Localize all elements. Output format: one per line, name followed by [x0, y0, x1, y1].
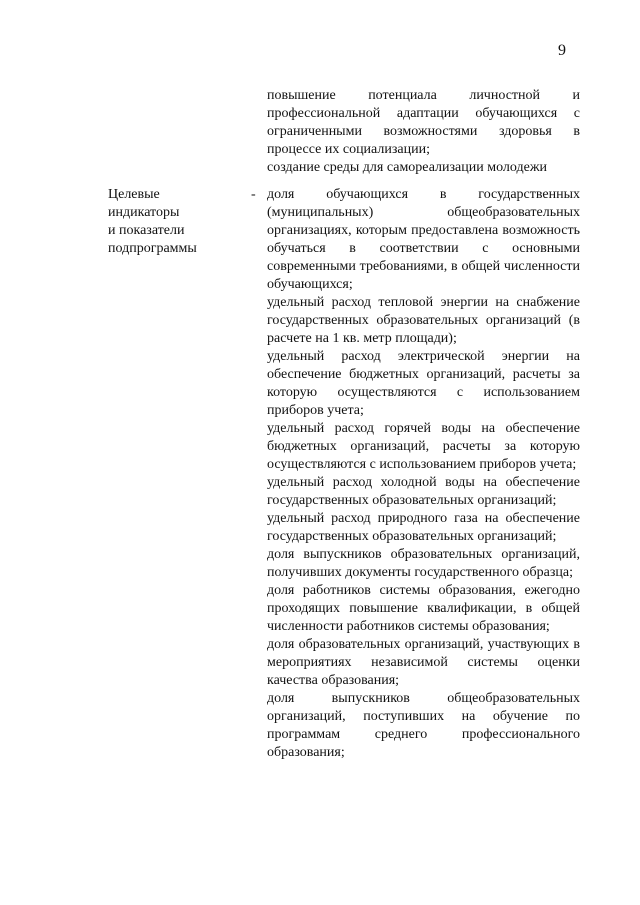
- dash-marker: -: [251, 187, 256, 202]
- indicator-item: доля выпускников общеобразовательных организаций, поступивших на обучение по программам среднего профессионального образования;: [267, 691, 580, 760]
- section-label: [108, 186, 228, 258]
- indicator-item: доля выпускников образовательных организаций, получивших документы государственного образца;: [267, 547, 580, 580]
- section-label-line: индикаторы: [108, 205, 180, 220]
- indicator-item: удельный расход горячей воды на обеспечение бюджетных организаций, расчеты за которую осуществляются с использованием приборов учета;: [267, 421, 580, 472]
- indicator-item: доля обучающихся в государственных (муниципальных) общеобразовательных организациях, которым предоставлена возможность обучаться в соответствии с основными современными требованиями, в общей численности обучающихся;: [267, 187, 580, 292]
- indicator-item: удельный расход тепловой энергии на снабжение государственных образовательных организаций (в расчете на 1 кв. метр площади);: [267, 295, 580, 346]
- indicator-item: доля работников системы образования, ежегодно проходящих повышение квалификации, в общей численности работников системы образования;: [267, 583, 580, 634]
- section-label-line: подпрограммы: [108, 241, 197, 256]
- indicator-item: удельный расход электрической энергии на обеспечение бюджетных организаций, расчеты за которую осуществляются с использованием приборов учета;: [267, 349, 580, 418]
- top-paragraphs: [267, 87, 580, 177]
- section-label-line: Целевые: [108, 187, 160, 202]
- indicator-item: доля образовательных организаций, участвующих в мероприятиях независимой системы оценки качества образования;: [267, 637, 580, 688]
- page-number: 9: [558, 42, 566, 59]
- indicator-item: удельный расход природного газа на обеспечение государственных образовательных организаций;: [267, 511, 580, 544]
- indicator-list: [267, 186, 580, 762]
- section-label-line: и показатели: [108, 223, 185, 238]
- indicator-item: удельный расход холодной воды на обеспечение государственных образовательных организаций;: [267, 475, 580, 508]
- paragraph: создание среды для самореализации молодежи: [267, 160, 547, 175]
- paragraph: повышение потенциала личностной и профессиональной адаптации обучающихся с ограниченными возможностями здоровья в процессе их социализации;: [267, 88, 580, 157]
